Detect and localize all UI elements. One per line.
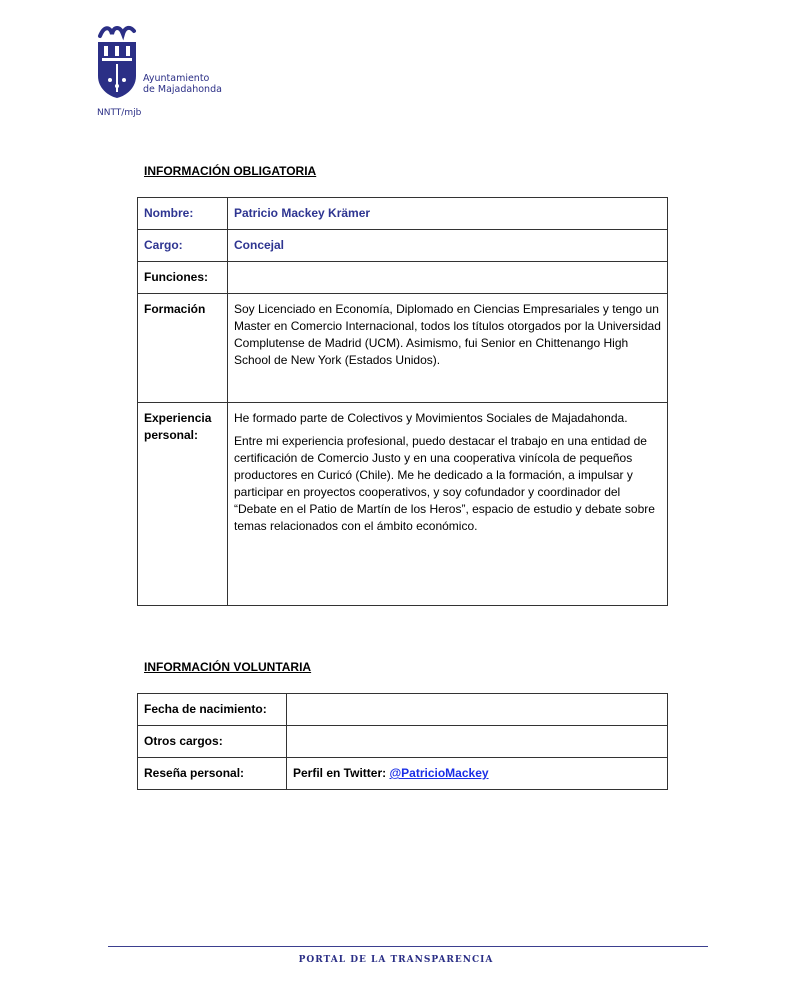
personal-bio-label: Reseña personal: bbox=[138, 758, 287, 790]
table-row bbox=[138, 403, 668, 606]
table-row bbox=[138, 262, 668, 294]
table-row bbox=[138, 694, 668, 726]
table-row bbox=[138, 758, 668, 790]
footer-title: PORTAL DE LA TRANSPARENCIA bbox=[298, 955, 494, 965]
name-label: Nombre: bbox=[138, 198, 228, 230]
experience-label-line1: Experiencia bbox=[144, 411, 212, 425]
org-name bbox=[143, 73, 222, 95]
role-value: Concejal bbox=[228, 230, 668, 262]
twitter-link[interactable]: @PatricioMackey bbox=[389, 766, 489, 780]
footer-divider bbox=[108, 946, 708, 947]
experience-value bbox=[228, 403, 668, 606]
birthdate-label: Fecha de nacimiento: bbox=[138, 694, 287, 726]
name-value: Patricio Mackey Krämer bbox=[228, 198, 668, 230]
role-label: Cargo: bbox=[138, 230, 228, 262]
org-name-line1: Ayuntamiento bbox=[143, 73, 210, 84]
other-positions-value bbox=[287, 726, 668, 758]
mandatory-section-title: INFORMACIÓN OBLIGATORIA bbox=[144, 164, 317, 178]
functions-value bbox=[228, 262, 668, 294]
table-row bbox=[138, 198, 668, 230]
org-name-line2: de Majadahonda bbox=[143, 84, 222, 95]
education-value: Soy Licenciado en Economía, Diplomado en Ciencias Empresariales y tengo un Master en Comercio Internacional, todos los títulos otorgados por la Universidad Complutense de Madrid (UCM). Asimismo, fui Senior en Chittenango High School de New York (Estados Unidos). bbox=[228, 294, 668, 403]
voluntary-section-title: INFORMACIÓN VOLUNTARIA bbox=[144, 660, 312, 674]
personal-bio-value bbox=[287, 758, 668, 790]
table-row bbox=[138, 230, 668, 262]
table-row bbox=[138, 726, 668, 758]
document-reference: NNTT/mjb bbox=[97, 108, 142, 118]
functions-label: Funciones: bbox=[138, 262, 228, 294]
education-label: Formación bbox=[138, 294, 228, 403]
experience-paragraph-2: Entre mi experiencia profesional, puedo destacar el trabajo en una entidad de certificación de Comercio Justo y en una cooperativa vinícola de pequeños productores en Curicó (Chile). Me he dedicado a la formación, a impulsar y participar en proyectos cooperativos, y soy cofundador y coordinador del “Debate en el Patio de Martín de los Heros”, espacio de estudio y debate sobre temas relacionados con el ámbito económico. bbox=[234, 434, 655, 533]
experience-label bbox=[138, 403, 228, 606]
mandatory-info-table bbox=[137, 197, 668, 606]
table-row bbox=[138, 294, 668, 403]
other-positions-label: Otros cargos: bbox=[138, 726, 287, 758]
voluntary-info-table bbox=[137, 693, 668, 790]
experience-paragraph-1: He formado parte de Colectivos y Movimientos Sociales de Majadahonda. bbox=[234, 411, 628, 425]
birthdate-value bbox=[287, 694, 668, 726]
experience-label-line2: personal: bbox=[144, 428, 199, 442]
twitter-prefix: Perfil en Twitter: bbox=[293, 766, 390, 780]
